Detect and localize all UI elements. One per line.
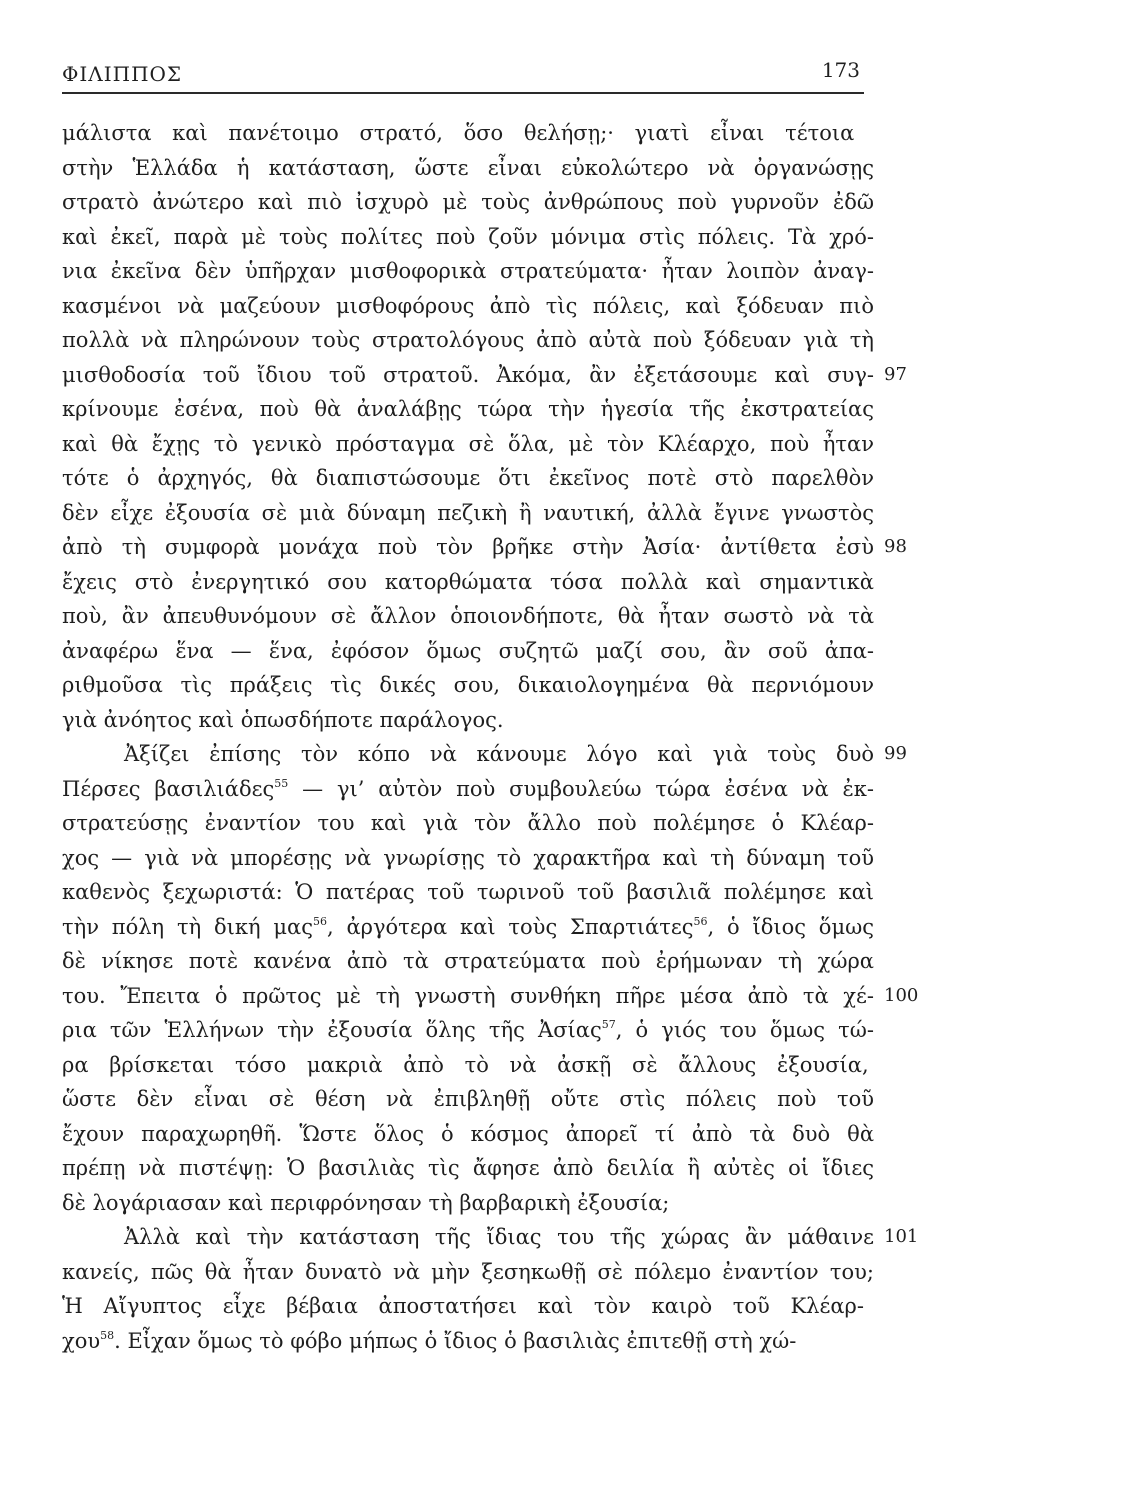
footnote-marker: 56 (312, 914, 327, 928)
text-line (62, 979, 919, 1014)
line-text (62, 323, 874, 358)
text-line (62, 1324, 872, 1359)
line-segment: ρια τῶν Ἑλλήνων τὴν ἐξουσία ὅλης τῆς Ἀσίας (62, 1018, 602, 1042)
text-line (62, 1117, 872, 1152)
line-text (62, 185, 874, 220)
text-line (62, 427, 872, 462)
text-line (62, 220, 872, 255)
line-text (62, 530, 874, 565)
line-segment: κανείς, πῶς θὰ ἦταν δυνατὸ νὰ μὴν ξεσηκωθῇ σὲ πόλεμο ἐναντίον του; (62, 1259, 874, 1284)
line-text (62, 427, 874, 462)
line-segment: δὲν εἶχε ἐξουσία σὲ μιὰ δύναμη πεζικὴ ἢ ναυτική, ἀλλὰ ἔγινε γνωστὸς (62, 500, 874, 525)
line-segment: μισθοδοσία τοῦ ἴδιου τοῦ στρατοῦ. Ἀκόμα, ἂν ἐξετάσουμε καὶ συγ- (62, 362, 874, 387)
text-line (62, 530, 907, 565)
line-text (62, 1220, 874, 1255)
text-line (62, 496, 872, 531)
line-segment: στὴν Ἑλλάδα ἡ κατάσταση, ὥστε εἶναι εὐκολώτερο νὰ ὀργανώσῃς (62, 155, 874, 180)
text-line (62, 703, 872, 738)
line-segment: καὶ ἐκεῖ, παρὰ μὲ τοὺς πολίτες ποὺ ζοῦν μόνιμα στὶς πόλεις. Τὰ χρό- (62, 224, 874, 249)
line-segment: ἀπὸ τὴ συμφορὰ μονάχα ποὺ τὸν βρῆκε στὴν Ἀσία· ἀντίθετα ἐσὺ (62, 535, 874, 559)
line-segment: χος — γιὰ νὰ μπορέσῃς νὰ γνωρίσῃς τὸ χαρακτῆρα καὶ τὴ δύναμη τοῦ (62, 845, 874, 870)
line-text (62, 703, 504, 738)
line-text (62, 254, 874, 289)
line-segment: ἀναφέρω ἕνα — ἕνα, ἐφόσον ὅμως συζητῶ μαζί σου, ἂν σοῦ ἀπα- (62, 638, 874, 663)
line-text (62, 565, 874, 600)
line-segment: ἔχουν παραχωρηθῆ. Ὥστε ὅλος ὁ κόσμος ἀπορεῖ τί ἀπὸ τὰ δυὸ θὰ (62, 1121, 874, 1146)
line-segment: κασμένοι νὰ μαζεύουν μισθοφόρους ἀπὸ τὶς πόλεις, καὶ ξόδευαν πιὸ (62, 293, 874, 318)
text-line (62, 185, 872, 220)
line-text (62, 1117, 874, 1152)
line-segment: τότε ὁ ἀρχηγός, θὰ διαπιστώσουμε ὅτι ἐκεῖνος ποτὲ στὸ παρελθὸν (62, 466, 874, 490)
line-text (62, 668, 874, 703)
line-text (62, 1289, 864, 1324)
line-text (62, 599, 874, 634)
line-text (62, 910, 874, 945)
text-line (62, 737, 907, 772)
text-line (62, 1255, 872, 1290)
line-segment: Πέρσες βασιλιάδες (62, 776, 275, 801)
text-line (62, 358, 907, 393)
line-segment: γιὰ ἀνόητος καὶ ὁπωσδήποτε παράλογος. (62, 707, 504, 732)
line-segment: καθενὸς ξεχωριστά: Ὁ πατέρας τοῦ τωρινοῦ τοῦ βασιλιᾶ πολέμησε καὶ (62, 880, 874, 904)
line-segment: νια ἐκεῖνα δὲν ὑπῆρχαν μισθοφορικὰ στρατεύματα· ἦταν λοιπὸν ἀναγ- (62, 259, 874, 283)
page-number: 173 (821, 58, 860, 82)
body-text (62, 116, 919, 1358)
footnote-marker: 57 (601, 1018, 616, 1031)
line-segment: — γι’ αὐτὸν ποὺ συμβουλεύω τώρα ἐσένα νὰ ἐκ- (288, 776, 874, 801)
line-segment: ὥστε δὲν εἶναι σὲ θέση νὰ ἐπιβληθῇ οὔτε στὶς πόλεις ποὺ τοῦ (62, 1087, 874, 1111)
line-text (62, 496, 874, 531)
line-text (62, 461, 874, 496)
line-segment: ἔχεις στὸ ἐνεργητικό σου κατορθώματα τόσα πολλὰ καὶ σημαντικὰ (62, 569, 874, 594)
text-line (62, 841, 872, 876)
line-segment: στρατεύσῃς ἐναντίον του καὶ γιὰ τὸν ἄλλο ποὺ πολέμησε ὁ Κλέαρ- (62, 811, 874, 835)
line-text (62, 392, 874, 427)
line-text (62, 944, 874, 979)
line-text (62, 1082, 874, 1117)
text-line (62, 565, 872, 600)
text-line (62, 806, 872, 841)
line-text (62, 979, 874, 1014)
text-line (62, 392, 872, 427)
line-segment: ρα βρίσκεται τόσο μακριὰ ἀπὸ τὸ νὰ ἀσκῇ σὲ ἄλλους ἐξουσία, (62, 1052, 869, 1077)
line-text (62, 875, 874, 910)
line-segment: Ἀλλὰ καὶ τὴν κατάσταση τῆς ἴδιας του τῆς χώρας ἂν μάθαινε (124, 1225, 874, 1249)
footnote-marker: 58 (100, 1328, 115, 1342)
text-line (62, 1013, 872, 1048)
text-line (62, 1186, 872, 1221)
text-line (62, 1151, 872, 1186)
line-text (62, 1186, 669, 1221)
page-header (62, 58, 862, 92)
line-text (62, 1048, 869, 1083)
running-title: ΦΙΛΙΠΠΟΣ (62, 62, 183, 86)
text-line (62, 1220, 919, 1255)
line-segment: χου (62, 1328, 101, 1353)
text-line (62, 772, 872, 807)
header-rule (62, 92, 864, 94)
line-segment: δὲ λογάριασαν καὶ περιφρόνησαν τὴ βαρβαρικὴ ἐξουσία; (62, 1190, 670, 1215)
text-line (62, 254, 872, 289)
section-number: 98 (884, 536, 907, 557)
text-line (62, 323, 872, 358)
line-text (62, 220, 874, 255)
line-segment: . Εἶχαν ὅμως τὸ φόβο μήπως ὁ ἴδιος ὁ βασιλιὰς ἐπιτεθῇ στὴ χώ- (114, 1328, 797, 1353)
line-text (62, 1013, 874, 1048)
line-text (62, 772, 874, 807)
line-text (62, 1151, 874, 1186)
text-line (62, 151, 872, 186)
line-text (62, 358, 874, 393)
line-segment: τὴν πόλη τὴ δική μας (62, 914, 313, 939)
text-line (62, 116, 872, 151)
text-line (62, 1048, 872, 1083)
footnote-marker: 56 (693, 914, 708, 928)
line-text (62, 806, 874, 841)
section-number: 100 (884, 984, 919, 1006)
line-segment: , ὁ γιός του ὅμως τώ- (615, 1018, 874, 1042)
line-text (62, 1255, 874, 1290)
line-text (62, 289, 874, 324)
text-line (62, 289, 872, 324)
text-line (62, 634, 872, 669)
text-line (62, 1082, 872, 1117)
line-segment: , ὁ ἴδιος ὅμως (707, 914, 874, 939)
line-segment: πρέπῃ νὰ πιστέψῃ: Ὁ βασιλιὰς τὶς ἄφησε ἀπὸ δειλία ἢ αὐτὲς οἱ ἴδιες (62, 1156, 874, 1180)
section-number: 97 (884, 363, 907, 385)
line-segment: μάλιστα καὶ πανέτοιμο στρατό, ὅσο θελήσῃ;· γιατὶ εἶναι τέτοια (62, 121, 855, 145)
line-segment: πολλὰ νὰ πληρώνουν τοὺς στρατολόγους ἀπὸ αὐτὰ ποὺ ξόδευαν γιὰ τὴ (62, 328, 874, 352)
line-segment: στρατὸ ἀνώτερο καὶ πιὸ ἰσχυρὸ μὲ τοὺς ἀνθρώπους ποὺ γυρνοῦν ἐδῶ (62, 190, 874, 214)
text-line (62, 461, 872, 496)
section-number: 99 (884, 743, 907, 764)
line-text (62, 737, 874, 772)
text-line (62, 599, 872, 634)
line-text (62, 841, 874, 876)
text-line (62, 944, 872, 979)
text-line (62, 875, 872, 910)
line-segment: του. Ἔπειτα ὁ πρῶτος μὲ τὴ γνωστὴ συνθήκη πῆρε μέσα ἀπὸ τὰ χέ- (62, 983, 874, 1008)
line-text (62, 634, 874, 669)
line-segment: Ἡ Αἴγυπτος εἶχε βέβαια ἀποστατήσει καὶ τὸν καιρὸ τοῦ Κλέαρ- (62, 1294, 864, 1318)
line-text (62, 1324, 796, 1359)
line-segment: καὶ θὰ ἔχῃς τὸ γενικὸ πρόσταγμα σὲ ὅλα, μὲ τὸν Κλέαρχο, ποὺ ἦταν (62, 431, 874, 456)
line-segment: ριθμοῦσα τὶς πράξεις τὶς δικές σου, δικαιολογημένα θὰ περνιόμουν (62, 673, 874, 697)
line-segment: Ἀξίζει ἐπίσης τὸν κόπο νὰ κάνουμε λόγο καὶ γιὰ τοὺς δυὸ (124, 742, 874, 766)
line-text (62, 116, 854, 151)
line-segment: ποὺ, ἂν ἀπευθυνόμουν σὲ ἄλλον ὁποιονδήποτε, θὰ ἦταν σωστὸ νὰ τὰ (62, 604, 874, 628)
line-segment: δὲ νίκησε ποτὲ κανένα ἀπὸ τὰ στρατεύματα ποὺ ἐρήμωναν τὴ χώρα (62, 949, 874, 973)
line-segment: , ἀργότερα καὶ τοὺς Σπαρτιάτες (326, 914, 694, 939)
text-line (62, 668, 872, 703)
line-text (62, 151, 874, 186)
footnote-marker: 55 (274, 776, 289, 790)
text-line (62, 1289, 872, 1324)
section-number: 101 (884, 1226, 919, 1247)
text-line (62, 910, 872, 945)
line-segment: κρίνουμε ἐσένα, ποὺ θὰ ἀναλάβῃς τώρα τὴν ἡγεσία τῆς ἐκστρατείας (62, 397, 874, 421)
